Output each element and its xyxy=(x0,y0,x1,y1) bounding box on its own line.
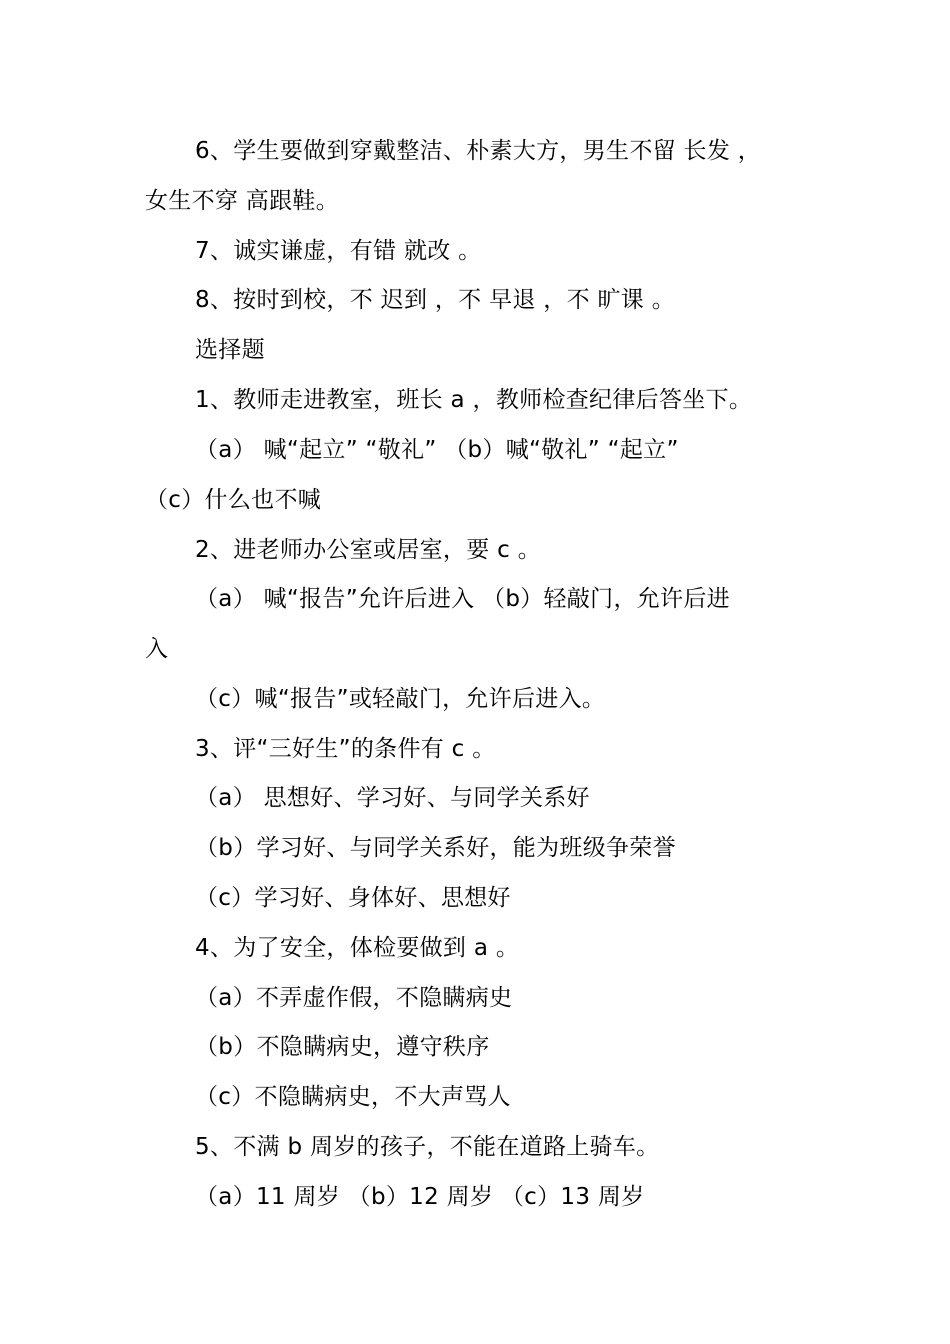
section-heading: 选择题 xyxy=(195,337,265,363)
question-4: 4、为了安全，体检要做到 a 。 xyxy=(195,935,520,961)
question-1: 1、教师走进教室，班长 a ，教师检查纪律后答坐下。 xyxy=(195,387,753,413)
question-2-option-c: （c）喊“报告”或轻敲门，允许后进入。 xyxy=(195,686,606,712)
question-4-option-b: （b）不隐瞒病史，遵守秩序 xyxy=(195,1034,490,1060)
text-line-q7: 7、诚实谦虚，有错 就改 。 xyxy=(195,238,482,264)
question-2: 2、进老师办公室或居室，要 c 。 xyxy=(195,537,542,563)
question-3: 3、评“三好生”的条件有 c 。 xyxy=(195,736,496,762)
question-4-option-a: （a）不弄虚作假，不隐瞒病史 xyxy=(195,985,513,1011)
text-line-q8: 8、按时到校，不 迟到 ，不 早退 ，不 旷课 。 xyxy=(195,287,675,313)
question-2-options-ab: （a） 喊“报告”允许后进入 （b）轻敲门，允许后进 xyxy=(195,586,730,612)
question-1-option-c: （c）什么也不喊 xyxy=(145,487,322,513)
question-2-options-ab-wrap: 入 xyxy=(145,636,169,662)
question-1-options-ab: （a） 喊“起立” “敬礼” （b）喊“敬礼” “起立” xyxy=(195,437,679,463)
question-3-option-a: （a） 思想好、学习好、与同学关系好 xyxy=(195,785,590,811)
question-3-option-c: （c）学习好、身体好、思想好 xyxy=(195,885,511,911)
question-4-option-c: （c）不隐瞒病史，不大声骂人 xyxy=(195,1084,511,1110)
question-3-option-b: （b）学习好、与同学关系好，能为班级争荣誉 xyxy=(195,835,676,861)
question-5-options: （a）11 周岁 （b）12 周岁 （c）13 周岁 xyxy=(195,1184,645,1210)
question-5: 5、不满 b 周岁的孩子，不能在道路上骑车。 xyxy=(195,1134,660,1160)
text-line-q6-part1: 6、学生要做到穿戴整洁、朴素大方，男生不留 长发 ， xyxy=(195,138,762,164)
text-line-q6-part2: 女生不穿 高跟鞋。 xyxy=(145,188,340,214)
